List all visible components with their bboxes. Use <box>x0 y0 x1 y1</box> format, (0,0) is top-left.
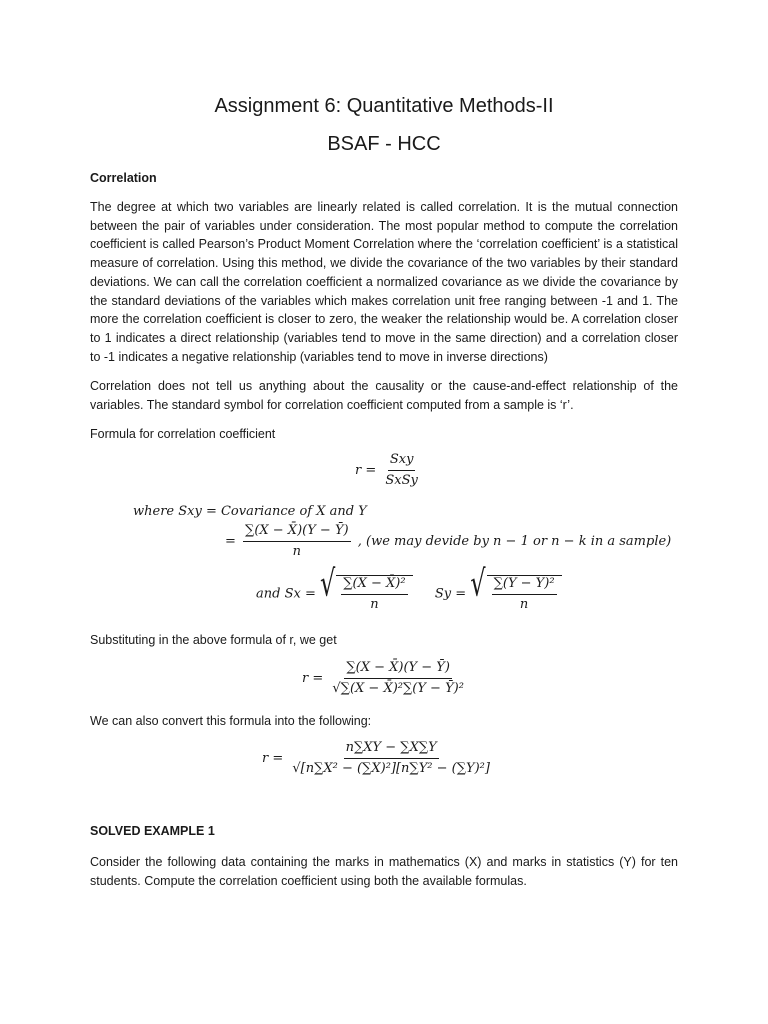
fraction-denominator: √∑(X − X̄)²∑(Y − Ȳ)² <box>332 681 464 696</box>
fraction <box>341 576 407 613</box>
fraction-numerator: ∑(Y − Ȳ)² <box>492 576 557 595</box>
formula-r-definition <box>355 452 423 489</box>
fraction-denominator: n <box>519 597 529 612</box>
fraction <box>243 523 351 560</box>
page-subtitle: BSAF - HCC <box>327 133 441 155</box>
fraction-numerator: n∑XY − ∑X∑Y <box>344 740 439 759</box>
sqrt-sy <box>470 562 561 613</box>
formula-lhs: r = <box>262 751 284 766</box>
fraction-numerator: ∑(X − X̄)² <box>341 576 407 595</box>
fraction-denominator: SxSy <box>385 473 418 488</box>
sqrt-sx <box>319 562 413 613</box>
section-heading-correlation: Correlation <box>90 171 157 185</box>
fraction-denominator: √[n∑X² − (∑X)²][n∑Y² − (∑Y)²] <box>292 761 490 776</box>
formula-covariance: = $\frac{\sum(X - X̄)(Y - Ȳ)}{n}$ , (we may devide by n − 1 or n − k in a sample) <box>225 523 672 559</box>
fraction-numerator: Sxy <box>388 452 416 471</box>
sqrt-icon: √ <box>470 562 486 605</box>
formula-intro-text: Formula for correlation coefficient <box>90 427 276 441</box>
fraction-denominator: n <box>370 597 379 612</box>
convert-text: We can also convert this formula into the following: <box>90 714 372 728</box>
section-heading-solved-example: SOLVED EXAMPLE 1 <box>90 824 215 838</box>
formula-covariance-label: where Sxy = Covariance of X and Y <box>133 504 367 519</box>
paragraph-causality: Correlation does not tell us anything about the causality or the cause-and-effect relationship of the variables. The standard symbol for correlation coefficient computed from a sample is ‘r’. <box>90 379 678 412</box>
formula-lhs: r = <box>302 671 324 686</box>
fraction <box>383 452 420 489</box>
paragraph-example: Consider the following data containing the marks in mathematics (X) and marks in statistics (Y) for ten students. Compute the correlation coefficient using both the available formulas. <box>90 855 678 888</box>
fraction <box>330 660 466 697</box>
fraction <box>492 576 557 613</box>
fraction-numerator: ∑(X − X̄)(Y − Ȳ) <box>344 660 452 679</box>
formula-r-computational <box>262 740 495 777</box>
fraction-numerator: ∑(X − X̄)(Y − Ȳ) <box>243 523 351 542</box>
formula-sy-label: Sy = <box>434 586 467 602</box>
formula-r-substituted <box>302 660 469 697</box>
sqrt-icon: √ <box>319 562 336 605</box>
page-title: Assignment 6: Quantitative Methods-II <box>214 95 554 117</box>
fraction <box>290 740 492 777</box>
substituting-text: Substituting in the above formula of r, we get <box>90 633 337 647</box>
paragraph-definition: The degree at which two variables are linearly related is called correlation. It is the mutual connection between the pair of variables under consideration. The most popular method to compute the correlation coefficient is called Pearson’s Product Moment Correlation where the ‘correlation coefficient’ is a statistical measure of correlation. Using this method, we divide the covariance of the two variables by their standard deviations. We can call the correlation coefficient a normalized covariance as we divide the covariance by the standard deviations of the variables which makes correlation unit free ranging between -1 and 1. The more the correlation coefficient is closer to zero, the weaker the relationship would be. A correlation closer to 1 indicates a direct relationship (variables tend to move in the same direction) and a correlation closer to -1 indicates a negative relationship (variables tend to move in inverse directions) <box>90 200 678 364</box>
formula-sx-label: and Sx = <box>256 586 316 602</box>
formula-note: , (we may devide by n − 1 or n − k in a sample) <box>357 534 672 549</box>
fraction-denominator: n <box>292 544 302 559</box>
formula-lhs: r = <box>355 463 377 478</box>
formula-std-deviations <box>256 562 562 613</box>
